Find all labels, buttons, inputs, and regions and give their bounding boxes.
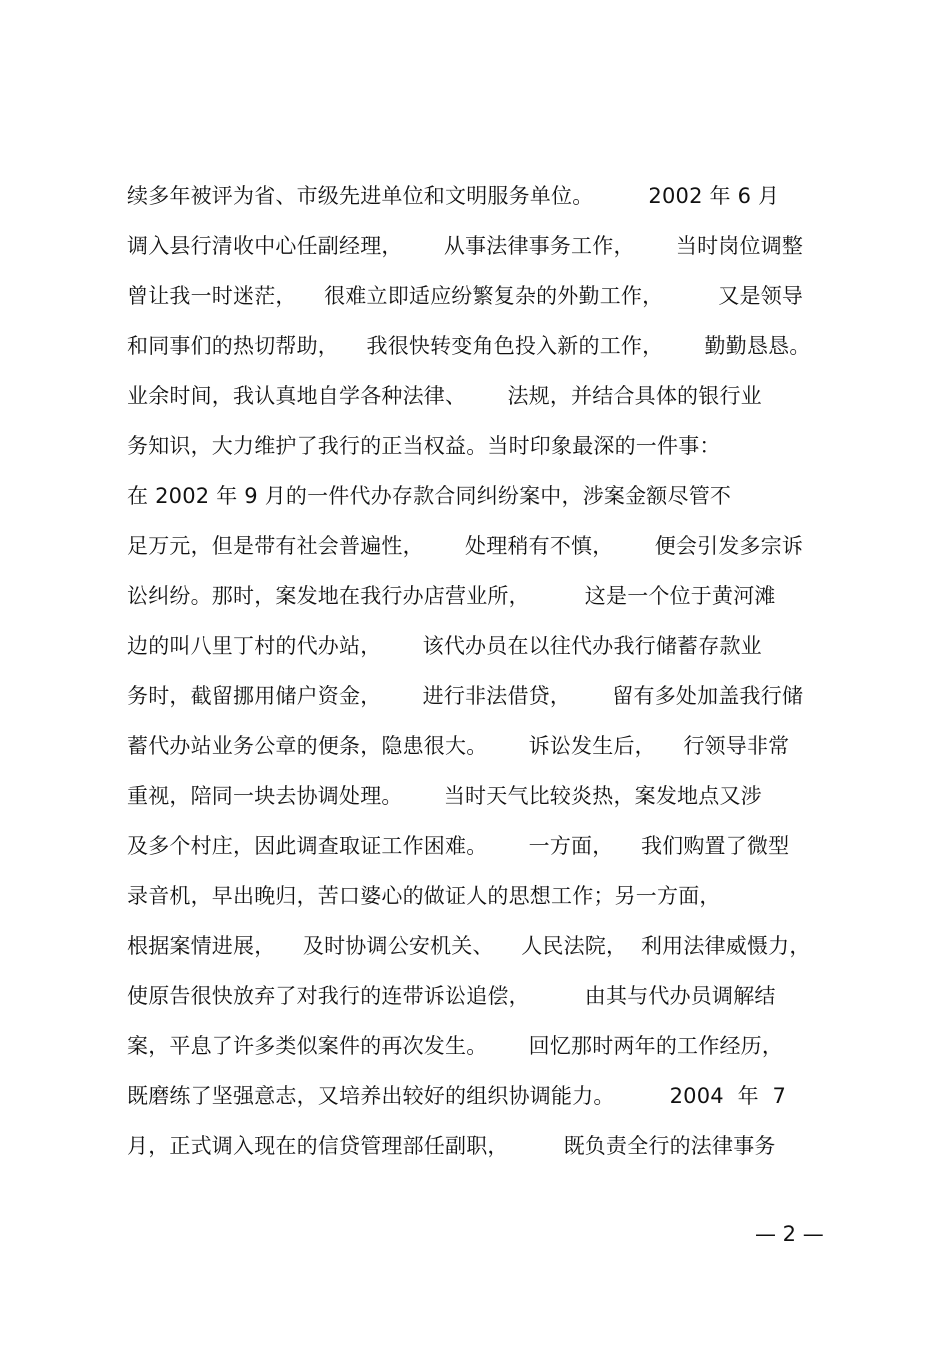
text-line: 蓄代办站业务公章的便条，隐患很大。 诉讼发生后， 行领导非常 — [127, 734, 790, 758]
text-line: 务时，截留挪用储户资金， 进行非法借贷， 留有多处加盖我行储 — [127, 684, 804, 708]
text-line: 曾让我一时迷茫， 很难立即适应纷繁复杂的外勤工作， 又是领导 — [127, 284, 804, 308]
body-text — [127, 171, 847, 1171]
text-line: 边的叫八里丁村的代办站， 该代办员在以往代办我行储蓄存款业 — [127, 634, 762, 658]
text-line: 调入县行清收中心任副经理， 从事法律事务工作， 当时岗位调整 — [127, 234, 804, 258]
text-line: 及多个村庄，因此调查取证工作困难。 一方面， 我们购置了微型 — [127, 834, 790, 858]
text-line: 务知识，大力维护了我行的正当权益。当时印象最深的一件事： — [127, 434, 721, 458]
text-line: 讼纠纷。那时，案发地在我行办店营业所， 这是一个位于黄河滩 — [127, 584, 776, 608]
text-line: 重视，陪同一块去协调处理。 当时天气比较炎热，案发地点又涉 — [127, 784, 762, 808]
page-number: — 2 — — [755, 1222, 824, 1246]
text-line: 足万元，但是带有社会普遍性， 处理稍有不慎， 便会引发多宗诉 — [127, 534, 804, 558]
text-line: 既磨练了坚强意志，又培养出较好的组织协调能力。 2004 年 7 — [127, 1084, 787, 1108]
text-line: 案，平息了许多类似案件的再次发生。 回忆那时两年的工作经历， — [127, 1034, 784, 1058]
text-line: 使原告很快放弃了对我行的连带诉讼追偿， 由其与代办员调解结 — [127, 984, 776, 1008]
text-line: 在 2002 年 9 月的一件代办存款合同纠纷案中，涉案金额尽管不 — [127, 484, 732, 508]
text-line: 业余时间，我认真地自学各种法律、 法规，并结合具体的银行业 — [127, 384, 762, 408]
text-line: 和同事们的热切帮助， 我很快转变角色投入新的工作， 勤勤恳恳。 — [127, 334, 811, 358]
text-line: 根据案情进展， 及时协调公安机关、 人民法院， 利用法律威慑力， — [127, 934, 811, 958]
text-line: 录音机，早出晚归，苦口婆心的做证人的思想工作；另一方面， — [127, 884, 721, 908]
text-line: 续多年被评为省、市级先进单位和文明服务单位。 2002 年 6 月 — [127, 184, 780, 208]
text-line: 月，正式调入现在的信贷管理部任副职， 既负责全行的法律事务 — [127, 1134, 776, 1158]
